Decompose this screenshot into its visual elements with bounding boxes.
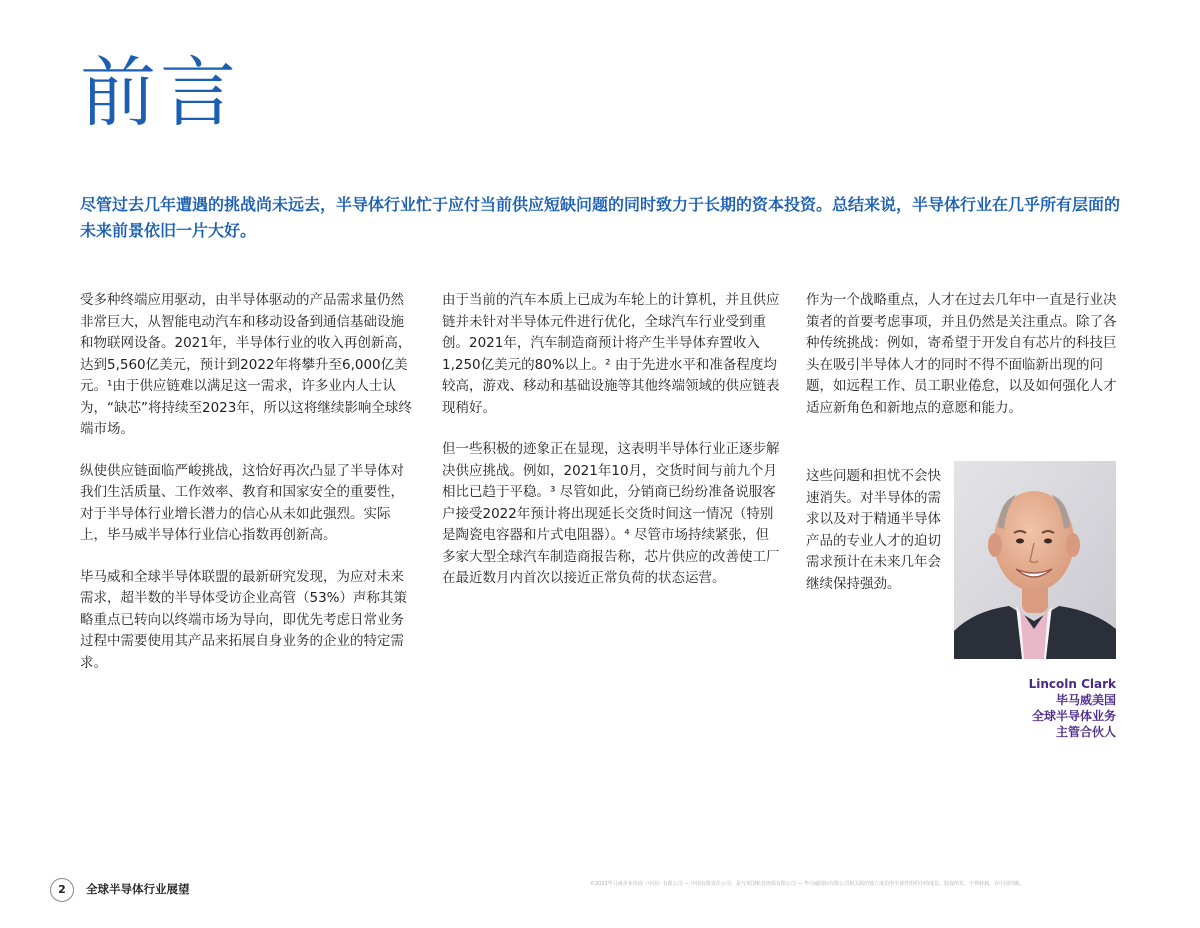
page-number: 2 [50, 878, 74, 902]
person-portrait-icon [954, 461, 1116, 659]
lead-paragraph: 尽管过去几年遭遇的挑战尚未远去，半导体行业忙于应付当前供应短缺问题的同时致力于长期的资本投资。总结来说，半导体行业在几乎所有层面的未来前景依旧一片大好。 [80, 195, 1121, 240]
column3-paragraph-2: 这些问题和担忧不会快速消失。对半导体的需求以及对于精通半导体产品的专业人才的迫切需求预计在未来几年会继续保持强劲。 [806, 468, 941, 592]
caption-name: Lincoln Clark [1028, 677, 1116, 691]
page-title: 前言 [80, 48, 240, 137]
text-column-3 [806, 290, 1122, 439]
column2-paragraph-1: 由于当前的汽车本质上已成为车轮上的计算机，并且供应链并未针对半导体元件进行优化，全球汽车行业受到重创。2021年，汽车制造商预计将产生半导体弃置收入1,250亿美元的80%以上。² 由于先进水平和准备程度均较高，游戏、移动和基础设施等其他终端领域的供应链表现稍好。 [442, 292, 780, 416]
text-column-2 [442, 290, 782, 610]
text-column-3-bottom [806, 466, 946, 595]
column1-paragraph-2: 纵使供应链面临严峻挑战，这恰好再次凸显了半导体对我们生活质量、工作效率、教育和国家安全的重要性，对于半导体行业增长潜力的信心从未如此强烈。实际上，毕马威半导体行业信心指数再创新高。 [80, 462, 404, 543]
caption-org: 毕马威美国 [1055, 693, 1116, 707]
column2-paragraph-2: 但一些积极的迹象正在显现，这表明半导体行业正逐步解决供应挑战。例如，2021年10月，交货时间与前九个月相比已趋于平稳。³ 尽管如此，分销商已纷纷准备说服客户接受2022年预计将出现延长交货时间这一情况（特别是陶瓷电容器和片式电阻器）。⁴ 尽管市场持续紧张，但多家大型全球汽车制造商报告称，芯片供应的改善使工厂在最近数月内首次以接近正常负荷的状态运营。 [442, 441, 780, 586]
text-column-1 [80, 290, 415, 694]
caption-dept: 全球半导体业务 [1031, 709, 1116, 723]
photo-caption [940, 676, 1116, 740]
footer [50, 878, 1150, 902]
column1-paragraph-3: 毕马威和全球半导体联盟的最新研究发现，为应对未来需求，超半数的半导体受访企业高管（53%）声称其策略重点已转向以终端市场为导向，即优先考虑日常业务过程中需要使用其产品来拓展自身业务的企业的特定需求。 [80, 568, 408, 671]
column1-paragraph-1: 受多种终端应用驱动，由半导体驱动的产品需求量仍然非常巨大，从智能电动汽车和移动设备到通信基础设施和物联网设备。2021年，半导体行业的收入再创新高，达到5,560亿美元，预计到2022年将攀升至6,000亿美元。¹由于供应链难以满足这一需求，许多业内人士认为，“缺芯”将持续至2023年，所以这将继续影响全球终端市场。 [80, 292, 412, 437]
caption-role: 主管合伙人 [1055, 725, 1116, 739]
footer-title: 全球半导体行业展望 [86, 882, 190, 896]
legal-notice: ©2022毕马威企业咨询（中国）有限公司 — 中国有限责任公司，是与英国私营担保有限公司 — 毕马威国际有限公司相关联的独立成员所全球性组织中的成员。版权所有，不得转载。在中国印刷。 [590, 881, 1025, 887]
column3-paragraph-1: 作为一个战略重点，人才在过去几年中一直是行业决策者的首要考虑事项，并且仍然是关注重点。除了各种传统挑战：例如，寄希望于开发自有芯片的科技巨头在吸引半导体人才的同时不得不面临新出现的问题，如远程工作、员工职业倦怠，以及如何强化人才适应新角色和新地点的意愿和能力。 [806, 292, 1117, 416]
portrait-photo [954, 461, 1116, 659]
